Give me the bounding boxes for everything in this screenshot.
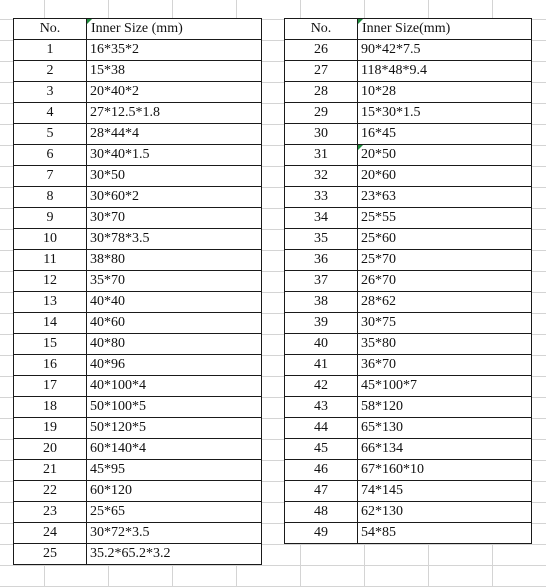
cell-no[interactable]: 22 bbox=[14, 481, 87, 502]
table-row bbox=[14, 481, 262, 502]
cell-no[interactable]: 38 bbox=[285, 292, 358, 313]
table-row bbox=[14, 124, 262, 145]
cell-no[interactable]: 36 bbox=[285, 250, 358, 271]
cell-no[interactable]: 12 bbox=[14, 271, 87, 292]
cell-inner-size[interactable]: 40*96 bbox=[87, 355, 262, 376]
table-row bbox=[14, 82, 262, 103]
table-row bbox=[285, 250, 532, 271]
table-row bbox=[285, 82, 532, 103]
cell-no[interactable]: 19 bbox=[14, 418, 87, 439]
table-row bbox=[285, 397, 532, 418]
cell-no[interactable]: 29 bbox=[285, 103, 358, 124]
cell-no[interactable]: 26 bbox=[285, 40, 358, 61]
table-row bbox=[14, 334, 262, 355]
cell-no[interactable]: 25 bbox=[14, 544, 87, 565]
table-row bbox=[14, 250, 262, 271]
cell-no[interactable]: 41 bbox=[285, 355, 358, 376]
cell-no[interactable]: 34 bbox=[285, 208, 358, 229]
cell-inner-size[interactable]: 25*70 bbox=[358, 250, 532, 271]
cell-inner-size[interactable]: 30*60*2 bbox=[87, 187, 262, 208]
table-row bbox=[14, 460, 262, 481]
table-row bbox=[14, 187, 262, 208]
cell-inner-size[interactable]: 58*120 bbox=[358, 397, 532, 418]
table-row bbox=[14, 355, 262, 376]
table-header-row bbox=[14, 19, 262, 40]
cell-no[interactable]: 44 bbox=[285, 418, 358, 439]
cell-inner-size[interactable]: 54*85 bbox=[358, 523, 532, 544]
cell-inner-size[interactable]: 45*95 bbox=[87, 460, 262, 481]
cell-inner-size[interactable]: 90*42*7.5 bbox=[358, 40, 532, 61]
cell-no[interactable]: 16 bbox=[14, 355, 87, 376]
table-row bbox=[14, 208, 262, 229]
cell-inner-size[interactable]: 20*60 bbox=[358, 166, 532, 187]
table-row bbox=[285, 124, 532, 145]
cell-inner-size[interactable]: 25*55 bbox=[358, 208, 532, 229]
cell-no[interactable]: 28 bbox=[285, 82, 358, 103]
cell-inner-size[interactable]: 67*160*10 bbox=[358, 460, 532, 481]
cell-no[interactable]: 49 bbox=[285, 523, 358, 544]
cell-inner-size[interactable]: 50*100*5 bbox=[87, 397, 262, 418]
table-row bbox=[14, 397, 262, 418]
table-row bbox=[14, 292, 262, 313]
cell-inner-size[interactable]: 30*40*1.5 bbox=[87, 145, 262, 166]
cell-inner-size[interactable]: 10*28 bbox=[358, 82, 532, 103]
table-row bbox=[14, 439, 262, 460]
table-row bbox=[285, 376, 532, 397]
header-no[interactable]: No. bbox=[285, 19, 358, 40]
cell-no[interactable]: 3 bbox=[14, 82, 87, 103]
cell-no[interactable]: 31 bbox=[285, 145, 358, 166]
table-row bbox=[285, 61, 532, 82]
cell-inner-size[interactable]: 26*70 bbox=[358, 271, 532, 292]
cell-no[interactable]: 24 bbox=[14, 523, 87, 544]
cell-inner-size[interactable]: 40*40 bbox=[87, 292, 262, 313]
cell-inner-size[interactable]: 30*75 bbox=[358, 313, 532, 334]
cell-no[interactable]: 42 bbox=[285, 376, 358, 397]
cell-no[interactable]: 27 bbox=[285, 61, 358, 82]
table-row bbox=[285, 271, 532, 292]
cell-no[interactable]: 35 bbox=[285, 229, 358, 250]
cell-no[interactable]: 40 bbox=[285, 334, 358, 355]
size-table-left bbox=[13, 18, 262, 565]
cell-inner-size[interactable]: 30*78*3.5 bbox=[87, 229, 262, 250]
cell-inner-size[interactable]: 28*62 bbox=[358, 292, 532, 313]
cell-inner-size[interactable]: 62*130 bbox=[358, 502, 532, 523]
cell-no[interactable]: 45 bbox=[285, 439, 358, 460]
cell-inner-size[interactable]: 30*72*3.5 bbox=[87, 523, 262, 544]
cell-no[interactable]: 43 bbox=[285, 397, 358, 418]
cell-inner-size[interactable]: 118*48*9.4 bbox=[358, 61, 532, 82]
cell-no[interactable]: 13 bbox=[14, 292, 87, 313]
table-header-row bbox=[285, 19, 532, 40]
cell-no[interactable]: 14 bbox=[14, 313, 87, 334]
cell-inner-size[interactable]: 30*50 bbox=[87, 166, 262, 187]
cell-no[interactable]: 47 bbox=[285, 481, 358, 502]
cell-no[interactable]: 48 bbox=[285, 502, 358, 523]
cell-inner-size[interactable]: 40*100*4 bbox=[87, 376, 262, 397]
cell-no[interactable]: 39 bbox=[285, 313, 358, 334]
table-row bbox=[14, 61, 262, 82]
table-row bbox=[285, 502, 532, 523]
cell-no[interactable]: 46 bbox=[285, 460, 358, 481]
cell-inner-size[interactable]: 30*70 bbox=[87, 208, 262, 229]
table-row bbox=[285, 292, 532, 313]
table-row bbox=[14, 103, 262, 124]
cell-no[interactable]: 20 bbox=[14, 439, 87, 460]
cell-inner-size[interactable]: 74*145 bbox=[358, 481, 532, 502]
cell-no[interactable]: 32 bbox=[285, 166, 358, 187]
cell-inner-size[interactable]: 35*70 bbox=[87, 271, 262, 292]
table-row bbox=[14, 313, 262, 334]
table-row bbox=[285, 40, 532, 61]
cell-no[interactable]: 18 bbox=[14, 397, 87, 418]
cell-no[interactable]: 7 bbox=[14, 166, 87, 187]
table-row bbox=[285, 208, 532, 229]
table-row bbox=[285, 145, 532, 166]
cell-no[interactable]: 11 bbox=[14, 250, 87, 271]
cell-inner-size[interactable]: 38*80 bbox=[87, 250, 262, 271]
table-row bbox=[14, 418, 262, 439]
cell-inner-size[interactable]: 28*44*4 bbox=[87, 124, 262, 145]
cell-no[interactable]: 6 bbox=[14, 145, 87, 166]
cell-no[interactable]: 9 bbox=[14, 208, 87, 229]
cell-no[interactable]: 33 bbox=[285, 187, 358, 208]
table-row bbox=[14, 145, 262, 166]
cell-inner-size[interactable]: 40*80 bbox=[87, 334, 262, 355]
cell-inner-size[interactable]: 50*120*5 bbox=[87, 418, 262, 439]
cell-no[interactable]: 10 bbox=[14, 229, 87, 250]
cell-inner-size[interactable]: 66*134 bbox=[358, 439, 532, 460]
table-row bbox=[285, 439, 532, 460]
table-row bbox=[14, 544, 262, 565]
table-row bbox=[285, 187, 532, 208]
table-row bbox=[285, 166, 532, 187]
table-row bbox=[285, 229, 532, 250]
table-row bbox=[285, 103, 532, 124]
cell-inner-size[interactable]: 65*130 bbox=[358, 418, 532, 439]
table-row bbox=[285, 313, 532, 334]
cell-no[interactable]: 37 bbox=[285, 271, 358, 292]
cell-inner-size[interactable]: 40*60 bbox=[87, 313, 262, 334]
cell-inner-size[interactable]: 15*38 bbox=[87, 61, 262, 82]
cell-no[interactable]: 15 bbox=[14, 334, 87, 355]
cell-inner-size[interactable]: 35.2*65.2*3.2 bbox=[87, 544, 262, 565]
cell-no[interactable]: 23 bbox=[14, 502, 87, 523]
cell-inner-size[interactable]: 60*140*4 bbox=[87, 439, 262, 460]
cell-inner-size[interactable]: 35*80 bbox=[358, 334, 532, 355]
cell-inner-size[interactable]: 60*120 bbox=[87, 481, 262, 502]
cell-no[interactable]: 2 bbox=[14, 61, 87, 82]
size-table-right bbox=[284, 18, 532, 544]
table-row bbox=[285, 418, 532, 439]
cell-inner-size[interactable]: 20*50 bbox=[358, 145, 532, 166]
table-row bbox=[14, 523, 262, 544]
table-row bbox=[14, 229, 262, 250]
cell-inner-size[interactable]: 25*65 bbox=[87, 502, 262, 523]
cell-inner-size[interactable]: 45*100*7 bbox=[358, 376, 532, 397]
cell-no[interactable]: 1 bbox=[14, 40, 87, 61]
cell-no[interactable]: 8 bbox=[14, 187, 87, 208]
cell-inner-size[interactable]: 25*60 bbox=[358, 229, 532, 250]
table-row bbox=[14, 271, 262, 292]
cell-inner-size[interactable]: 36*70 bbox=[358, 355, 532, 376]
cell-no[interactable]: 4 bbox=[14, 103, 87, 124]
cell-inner-size[interactable]: 23*63 bbox=[358, 187, 532, 208]
cell-no[interactable]: 30 bbox=[285, 124, 358, 145]
table-row bbox=[285, 355, 532, 376]
cell-inner-size[interactable]: 15*30*1.5 bbox=[358, 103, 532, 124]
header-inner-size[interactable]: Inner Size (mm) bbox=[87, 19, 262, 40]
table-row bbox=[14, 502, 262, 523]
table-row bbox=[14, 166, 262, 187]
cell-no[interactable]: 17 bbox=[14, 376, 87, 397]
cell-no[interactable]: 21 bbox=[14, 460, 87, 481]
table-row bbox=[285, 523, 532, 544]
table-row bbox=[285, 481, 532, 502]
table-row bbox=[285, 460, 532, 481]
header-inner-size[interactable]: Inner Size(mm) bbox=[358, 19, 532, 40]
table-row bbox=[14, 40, 262, 61]
cell-inner-size[interactable]: 27*12.5*1.8 bbox=[87, 103, 262, 124]
cell-inner-size[interactable]: 20*40*2 bbox=[87, 82, 262, 103]
table-row bbox=[285, 334, 532, 355]
header-no[interactable]: No. bbox=[14, 19, 87, 40]
cell-no[interactable]: 5 bbox=[14, 124, 87, 145]
cell-inner-size[interactable]: 16*35*2 bbox=[87, 40, 262, 61]
cell-inner-size[interactable]: 16*45 bbox=[358, 124, 532, 145]
table-row bbox=[14, 376, 262, 397]
